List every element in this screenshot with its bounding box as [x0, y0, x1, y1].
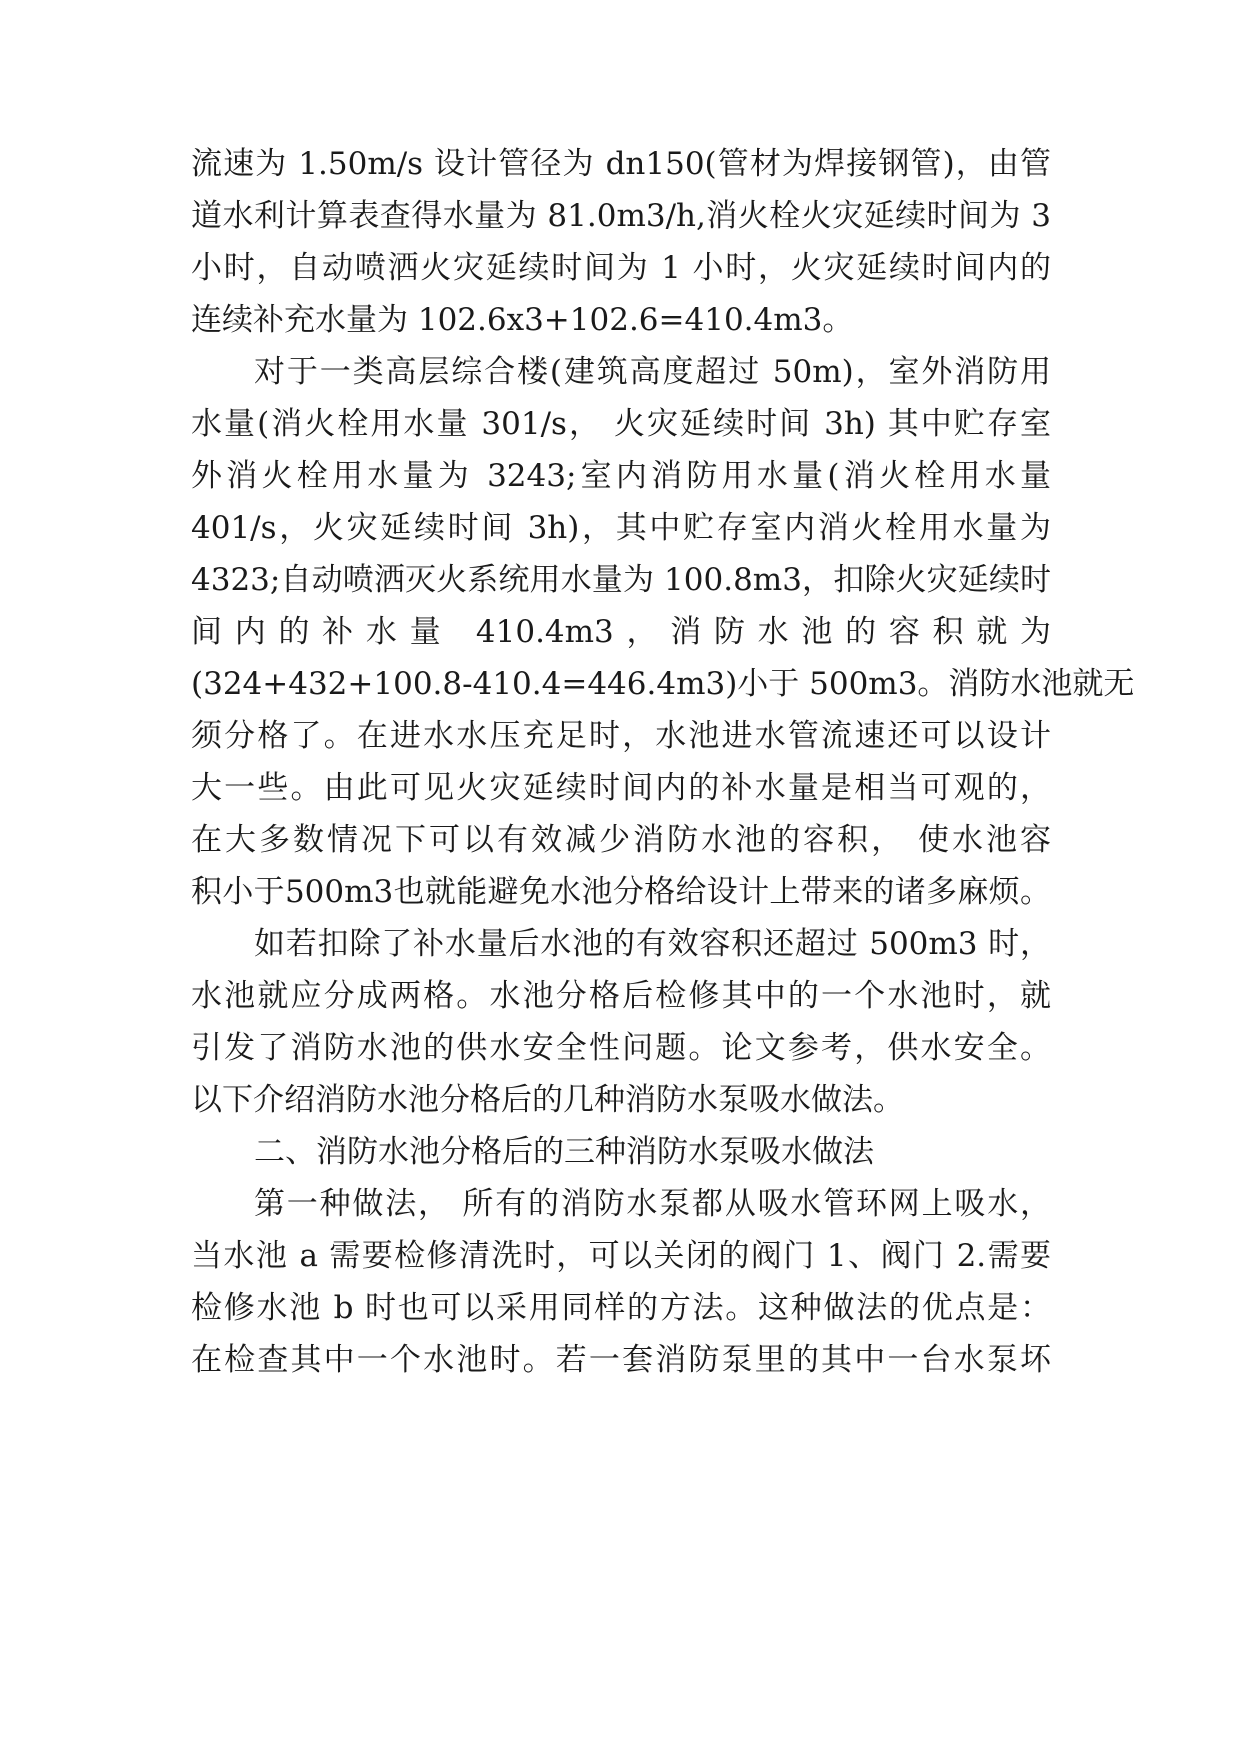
body-text-line: 间内的补水量 410.4m3，消防水池的容积就为 [191, 614, 1051, 650]
body-text-line: 小时，自动喷洒火灾延续时间为 1 小时，火灾延续时间内的 [191, 250, 1051, 286]
body-text-line: 在大多数情况下可以有效减少消防水池的容积， 使水池容 [191, 822, 1051, 858]
body-text-line: 对于一类高层综合楼(建筑高度超过 50m)，室外消防用 [254, 354, 1051, 390]
body-text-line: 在检查其中一个水池时。若一套消防泵里的其中一台水泵坏 [191, 1342, 1051, 1378]
body-text-line: 积小于500m3也就能避免水池分格给设计上带来的诸多麻烦。 [191, 874, 1051, 910]
body-text-line: 4323;自动喷洒灭火系统用水量为 100.8m3，扣除火灾延续时 [191, 562, 1051, 598]
body-text-line: 大一些。由此可见火灾延续时间内的补水量是相当可观的， [191, 770, 1051, 806]
body-text-line: 以下介绍消防水池分格后的几种消防水泵吸水做法。 [191, 1082, 904, 1118]
section-heading: 二、消防水池分格后的三种消防水泵吸水做法 [254, 1134, 874, 1170]
body-text-line: 检修水池 b 时也可以采用同样的方法。这种做法的优点是： [191, 1290, 1051, 1326]
body-text-line: 连续补充水量为 102.6x3+102.6=410.4m3。 [191, 302, 854, 338]
body-text-line: 引发了消防水池的供水安全性问题。论文参考，供水安全。 [191, 1030, 1051, 1066]
body-text-line: 水池就应分成两格。水池分格后检修其中的一个水池时，就 [191, 978, 1051, 1014]
body-text-line: 401/s，火灾延续时间 3h)，其中贮存室内消火栓用水量为 [191, 510, 1051, 546]
body-text-line: 须分格了。在进水水压充足时，水池进水管流速还可以设计 [191, 718, 1051, 754]
body-text-line: 水量(消火栓用水量 301/s， 火灾延续时间 3h) 其中贮存室 [191, 406, 1051, 442]
body-text-line: 第一种做法， 所有的消防水泵都从吸水管环网上吸水， [254, 1186, 1051, 1222]
body-text-line: 外消火栓用水量为 3243;室内消防用水量(消火栓用水量 [191, 458, 1051, 494]
body-text-line: 当水池 a 需要检修清洗时，可以关闭的阀门 1、阀门 2.需要 [191, 1238, 1051, 1274]
body-text-line: 如若扣除了补水量后水池的有效容积还超过 500m3 时， [254, 926, 1051, 962]
body-text-line: (324+432+100.8-410.4=446.4m3)小于 500m3。消防水池就无 [191, 666, 1135, 702]
body-text-line: 道水利计算表查得水量为 81.0m3/h,消火栓火灾延续时间为 3 [191, 198, 1051, 234]
body-text-line: 流速为 1.50m/s 设计管径为 dn150(管材为焊接钢管)，由管 [191, 146, 1051, 182]
